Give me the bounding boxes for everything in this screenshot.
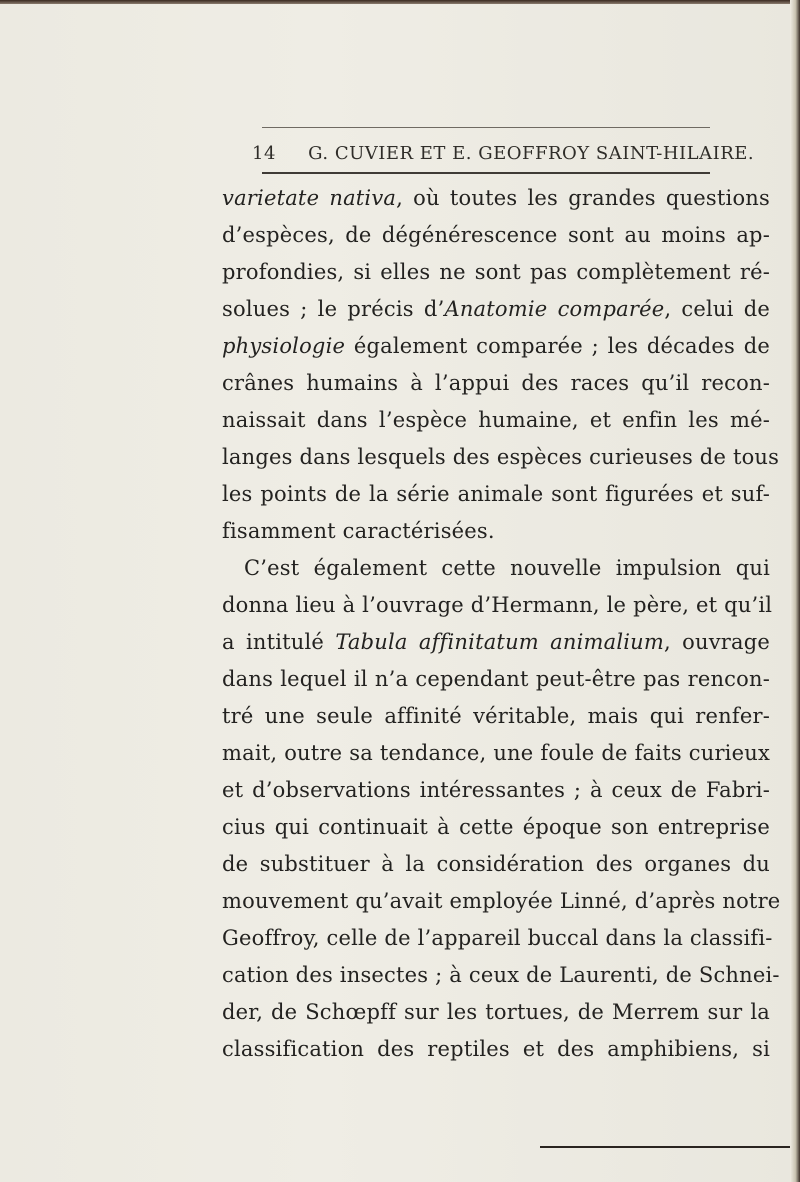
text-segment: langes dans lesquels des espèces curieuses de tous	[222, 445, 780, 469]
text-segment: et d’observations intéressantes ; à ceux de Fabri-	[222, 778, 770, 802]
text-line	[222, 402, 770, 439]
body-text	[222, 180, 781, 1068]
header-rule-bottom	[262, 172, 710, 174]
text-segment: dans lequel il n’a cependant peut-être pas rencon-	[222, 667, 770, 691]
text-segment: a intitulé	[222, 630, 336, 654]
text-line	[222, 809, 770, 846]
text-line	[222, 920, 773, 957]
text-line	[222, 957, 780, 994]
running-header	[252, 143, 754, 164]
text-segment: profondies, si elles ne sont pas complètement ré-	[222, 260, 770, 284]
text-segment: C’est également cette nouvelle impulsion qui	[244, 556, 770, 580]
text-segment: d’espèces, de dégénérescence sont au moins ap-	[222, 223, 770, 247]
text-line	[222, 550, 770, 587]
italic-text: Anatomie comparée	[444, 297, 665, 321]
text-segment: , où toutes les grandes questions	[396, 186, 770, 210]
text-segment: cius qui continuait à cette époque son entreprise	[222, 815, 770, 839]
text-segment: cation des insectes ; à ceux de Laurenti, de Schnei-	[222, 963, 780, 987]
text-segment: classification des reptiles et des amphibiens, si	[222, 1037, 770, 1061]
page-top-edge	[0, 0, 800, 4]
header-rule-top	[262, 127, 710, 128]
text-segment: également comparée ; les décades de	[345, 334, 770, 358]
text-line	[222, 180, 770, 217]
italic-text: physiologie	[222, 334, 346, 358]
text-segment: fisamment caractérisées.	[222, 519, 495, 543]
page-bottom-edge	[540, 1146, 790, 1148]
text-segment: mouvement qu’avait employée Linné, d’après notre	[222, 889, 781, 913]
text-line	[222, 365, 770, 402]
text-line	[222, 735, 770, 772]
text-line	[222, 698, 770, 735]
italic-text: Tabula affinitatum animalium	[335, 630, 665, 654]
text-segment: Geoffroy, celle de l’appareil buccal dans la classifi-	[222, 926, 773, 950]
text-segment: solues ; le précis d’	[222, 297, 445, 321]
running-title: G. CUVIER ET E. GEOFFROY SAINT-HILAIRE.	[308, 143, 755, 164]
text-segment: , celui de	[664, 297, 770, 321]
text-line	[222, 254, 770, 291]
page-number: 14	[252, 143, 276, 164]
text-segment: der, de Schœpff sur les tortues, de Merrem sur la	[222, 1000, 770, 1024]
text-line	[222, 994, 770, 1031]
text-line	[222, 624, 770, 661]
text-line	[222, 772, 770, 809]
text-line	[222, 587, 773, 624]
text-line	[222, 291, 770, 328]
text-line	[222, 883, 781, 920]
text-line	[222, 476, 770, 513]
text-line	[222, 1031, 770, 1068]
text-segment: crânes humains à l’appui des races qu’il recon-	[222, 371, 770, 395]
text-segment: les points de la série animale sont figurées et suf-	[222, 482, 770, 506]
text-segment: naissait dans l’espèce humaine, et enfin les mé-	[222, 408, 770, 432]
text-line	[222, 217, 770, 254]
text-segment: mait, outre sa tendance, une foule de faits curieux	[222, 741, 770, 765]
text-segment: de substituer à la considération des organes du	[222, 852, 770, 876]
text-line	[222, 513, 770, 550]
text-line	[222, 439, 780, 476]
italic-text: varietate nativa	[222, 186, 397, 210]
text-line	[222, 846, 770, 883]
text-segment: donna lieu à l’ouvrage d’Hermann, le père, et qu’il	[222, 593, 773, 617]
text-line	[222, 328, 770, 365]
text-segment: tré une seule affinité véritable, mais qui renfer-	[222, 704, 770, 728]
text-line	[222, 661, 770, 698]
text-segment: , ouvrage	[664, 630, 770, 654]
page-right-edge	[790, 0, 800, 1182]
